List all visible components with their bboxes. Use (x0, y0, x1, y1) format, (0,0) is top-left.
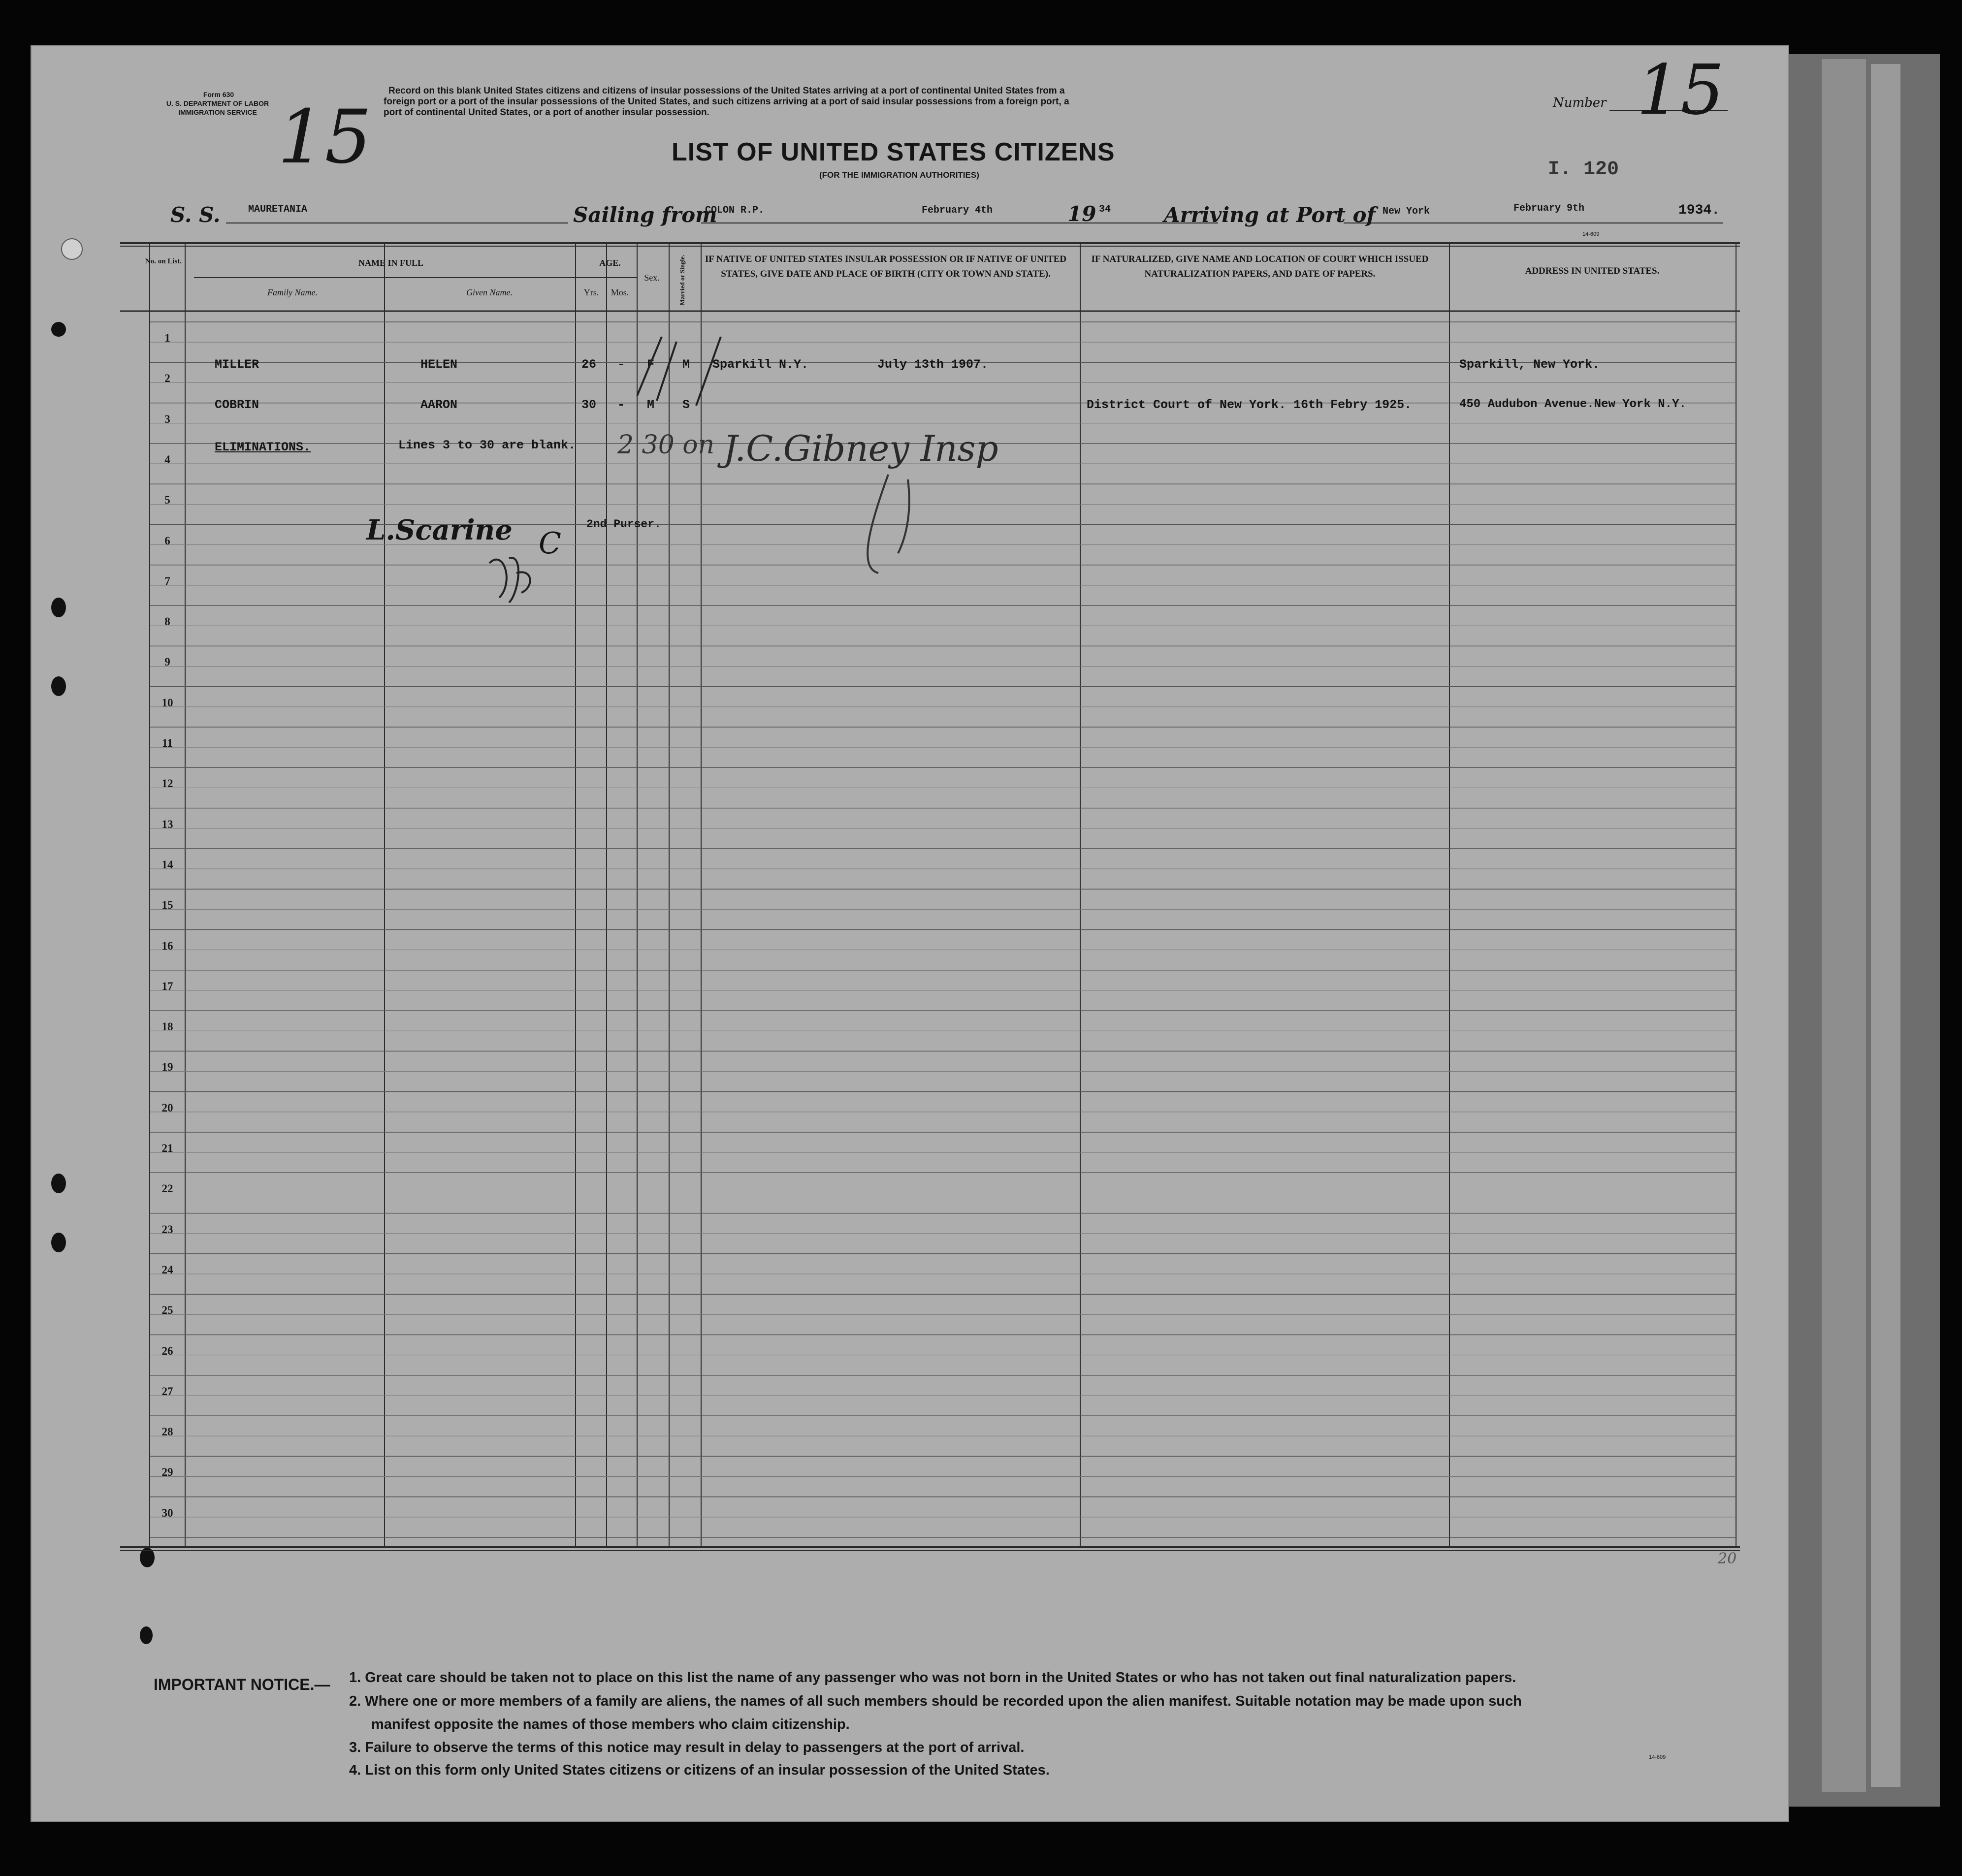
header-no: No. on List. (145, 257, 182, 265)
sailing-date: February 4th (922, 205, 993, 216)
row-number: 12 (161, 777, 173, 790)
row-number: 7 (164, 574, 170, 587)
signature-flourish (839, 470, 937, 578)
row-number: 10 (161, 696, 173, 709)
entry-2-family: COBRIN (215, 398, 259, 412)
row-number: 9 (164, 656, 170, 668)
header-age: AGE. (599, 258, 621, 268)
sailing-year-suffix: 34 (1099, 204, 1111, 215)
row-number: 16 (161, 939, 173, 952)
eliminations-note: Lines 3 to 30 are blank. (398, 438, 576, 452)
entry-2-married: S (682, 398, 690, 412)
inspector-signature: J.C.Gibney Insp (723, 428, 998, 469)
form-number: Form 630 (203, 91, 234, 98)
form-service: IMMIGRATION SERVICE (178, 108, 257, 116)
entry-2-given: AARON (420, 398, 458, 412)
handwritten-initials: C (539, 526, 561, 561)
sailing-label: Sailing from (573, 203, 717, 227)
purser-signature: L.Scarine (366, 514, 513, 546)
row-number: 1 (164, 332, 170, 344)
initials-scribble (480, 543, 544, 607)
arriving-date: February 9th (1513, 203, 1585, 214)
entry-1-address: Sparkill, New York. (1459, 357, 1600, 372)
header-married: Married or Single. (678, 254, 686, 306)
background-sheet-edge-2 (1871, 64, 1900, 1787)
manifest-page (31, 45, 1789, 1822)
row-number: 19 (161, 1061, 173, 1074)
arriving-label: Arriving at Port of (1164, 203, 1376, 227)
footer-mark: 14-609 (1649, 1754, 1666, 1760)
row-number: 20 (161, 1101, 173, 1114)
row-number: 17 (161, 980, 173, 992)
notice-item-1: 1. Great care should be taken not to place on this list the name of any passenger who was not born in the United States or who has not taken out final naturalization papers. (349, 1670, 1516, 1685)
row-number: 6 (164, 534, 170, 547)
row-number: 29 (161, 1466, 173, 1479)
printer-mark: 14-609 (1582, 231, 1600, 237)
header-address: ADDRESS IN UNITED STATES. (1525, 266, 1660, 276)
entry-1-birthdate: July 13th 1907. (877, 357, 989, 372)
form-department: U. S. DEPARTMENT OF LABOR (166, 99, 269, 107)
entry-1-married: M (682, 357, 690, 372)
entry-1-mos: - (617, 357, 625, 372)
row-number: 22 (161, 1182, 173, 1195)
entry-1-birthplace: Sparkill N.Y. (712, 357, 809, 372)
row-number: 21 (161, 1142, 173, 1154)
row-number: 30 (161, 1506, 173, 1519)
header-mos: Mos. (611, 287, 629, 297)
record-line: Record on this blank United States citizens and citizens of insular possessions of the United States arriving at a port of continental United States from a (388, 86, 1065, 96)
row-number: 14 (161, 858, 173, 871)
arriving-port: New York (1383, 206, 1430, 217)
page-title: LIST OF UNITED STATES CITIZENS (672, 138, 1115, 166)
row-number: 8 (164, 615, 170, 628)
notice-item-2: 2. Where one or more members of a family are aliens, the names of all such members should be recorded upon the alien manifest. Suitable notation may be made upon such (349, 1693, 1522, 1709)
stamp-number: I. 120 (1548, 159, 1619, 181)
background-sheet-edge (1822, 59, 1866, 1792)
eliminations-label: ELIMINATIONS. (215, 440, 311, 454)
row-number: 26 (161, 1344, 173, 1357)
entry-1-family: MILLER (215, 357, 259, 372)
entry-2-yrs: 30 (581, 398, 597, 412)
row-number: 13 (161, 818, 173, 830)
ship-name: MAURETANIA (248, 204, 308, 215)
number-label: Number (1553, 95, 1607, 110)
row-number: 11 (162, 737, 173, 749)
entry-1-yrs: 26 (581, 357, 597, 372)
header-yrs: Yrs. (583, 287, 599, 297)
sailing-from: COLON R.P. (705, 205, 765, 216)
entry-2-court: District Court of New York. 16th Febry 1925. (1087, 398, 1412, 412)
row-number: 23 (161, 1223, 173, 1236)
corner-number: 20 (1718, 1550, 1737, 1567)
notice-item-2-cont: manifest opposite the names of those members who claim citizenship. (371, 1717, 850, 1732)
handwritten-number: 15 (278, 95, 372, 180)
page-subtitle: (FOR THE IMMIGRATION AUTHORITIES) (819, 170, 979, 180)
header-sex: Sex. (644, 273, 660, 283)
entry-1-sex: F (647, 357, 655, 372)
row-number: 24 (161, 1263, 173, 1276)
entry-1-given: HELEN (420, 357, 458, 372)
arriving-year: 1934. (1678, 203, 1720, 218)
header-given: Given Name. (466, 287, 513, 297)
header-birth: IF NATIVE OF UNITED STATES INSULAR POSSESSION OR IF NATIVE OF UNITED STATES, GIVE DATE AND PLACE OF BIRTH (CITY OR TOWN AND STATE). (705, 254, 1067, 279)
age-annotation: 2 30 on (617, 430, 715, 460)
row-number: 25 (161, 1304, 173, 1317)
entry-2-address: 450 Audubon Avenue.New York N.Y. (1459, 398, 1686, 411)
row-number: 5 (164, 494, 170, 507)
header-name-full: NAME IN FULL (358, 258, 423, 268)
entry-2-mos: - (617, 398, 625, 412)
age-check-marks (598, 327, 745, 425)
notice-item-3: 3. Failure to observe the terms of this notice may result in delay to passengers at the port of arrival. (349, 1740, 1025, 1755)
header-naturalized: IF NATURALIZED, GIVE NAME AND LOCATION OF COURT WHICH ISSUED NATURALIZATION PAPERS, AND DATE OF PAPERS. (1091, 254, 1429, 279)
row-number: 2 (164, 372, 170, 385)
manifest-grid (32, 46, 1788, 1821)
record-line: foreign port or a port of the insular possessions of the United States, and such citizens arriving at a port of said insular possessions from a foreign port, a (384, 96, 1069, 107)
row-number: 4 (164, 453, 170, 466)
entry-2-sex: M (647, 398, 655, 412)
notice-label: IMPORTANT NOTICE.— (154, 1676, 330, 1693)
notice-item-4: 4. List on this form only United States citizens or citizens of an insular possession of the United States. (349, 1762, 1050, 1778)
row-number: 15 (161, 899, 173, 912)
purser-title: 2nd Purser. (586, 518, 661, 531)
row-number: 18 (161, 1020, 173, 1033)
ss-label: S. S. (170, 203, 221, 227)
record-line: port of continental United States, or a port of another insular possession. (384, 107, 709, 118)
row-number: 3 (164, 413, 170, 425)
header-family: Family Name. (267, 287, 318, 297)
sailing-year-prefix: 19 (1067, 202, 1096, 226)
row-number: 28 (161, 1426, 173, 1438)
row-number: 27 (161, 1385, 173, 1398)
number-value: 15 (1637, 50, 1725, 130)
